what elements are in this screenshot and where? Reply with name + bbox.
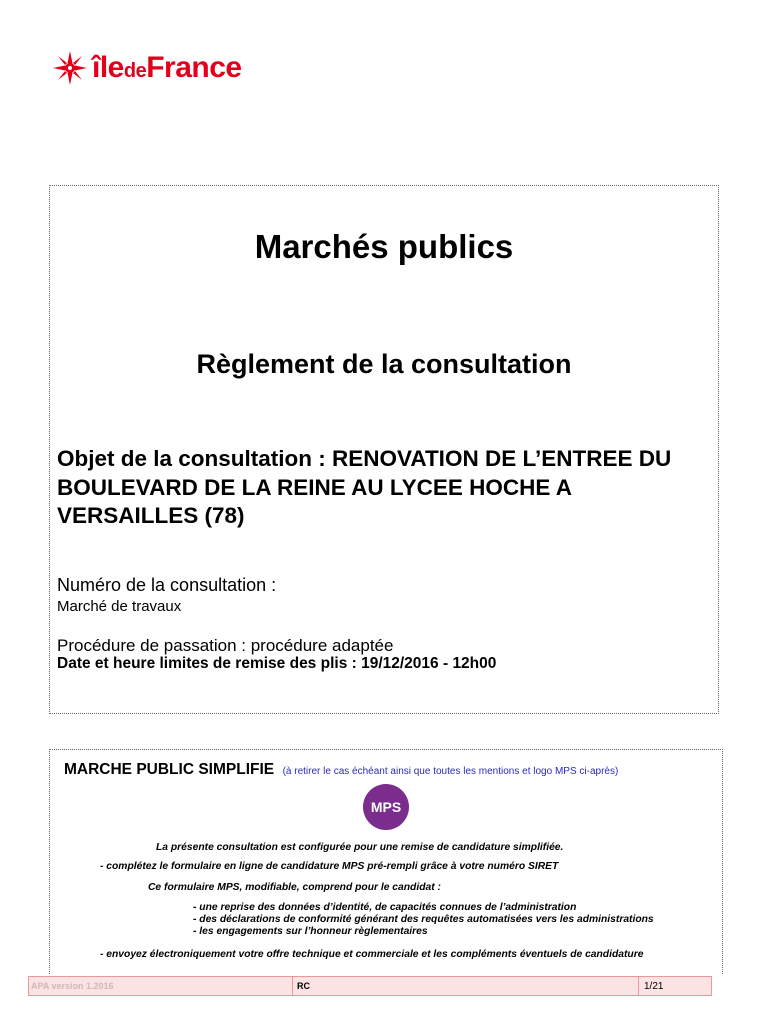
page-footer [28,976,712,996]
list-item: - les engagements sur l’honneur règlementaires [193,926,428,937]
mps-section [49,749,723,974]
mps-logo [362,783,410,836]
consultation-number-label: Numéro de la consultation : [57,575,277,595]
mps-bullet-list [193,902,654,938]
mps-note: (à retirer le cas échéant ainsi que toutes les mentions et logo MPS ci-après) [282,766,619,777]
mps-form-contents: Ce formulaire MPS, modifiable, comprend pour le candidat : [148,882,441,893]
mps-heading: MARCHE PUBLIC SIMPLIFIE [64,761,275,778]
footer-version: APA version 1.2016 [29,977,293,995]
mps-step-form: - complétez le formulaire en ligne de candidature MPS pré-rempli grâce à votre numéro SIRET [100,861,559,872]
award-procedure: Procédure de passation : procédure adaptée [57,636,394,655]
footer-doc-code: RC [293,977,639,995]
mps-intro: La présente consultation est configurée pour une remise de candidature simplifiée. [156,842,564,853]
footer-page-number: 1/21 [644,980,664,992]
contract-type: Marché de travaux [57,598,182,615]
mps-header [64,761,618,779]
document-title: Marchés publics [254,228,514,265]
logo-wordmark: îledeFrance [92,51,242,84]
mps-step-send: - envoyez électroniquement votre offre technique et commerciale et les compléments éventuels de candidature [100,949,644,960]
document-subtitle: Règlement de la consultation [196,349,572,379]
star-icon [52,50,88,86]
list-item: - une reprise des données d’identité, de capacités connues de l’administration [193,902,577,913]
consultation-object: Objet de la consultation : RENOVATION DE L’ENTREE DU BOULEVARD DE LA REINE AU LYCEE HOCHE A VERSAILLES (78) [57,446,672,528]
ile-de-france-logo [52,48,242,88]
submission-deadline: Date et heure limites de remise des plis : 19/12/2016 - 12h00 [57,655,497,672]
svg-text:MPS: MPS [370,799,402,815]
list-item: - des déclarations de conformité générant des requêtes automatisées vers les administrations [193,914,654,925]
title-block [49,185,719,714]
